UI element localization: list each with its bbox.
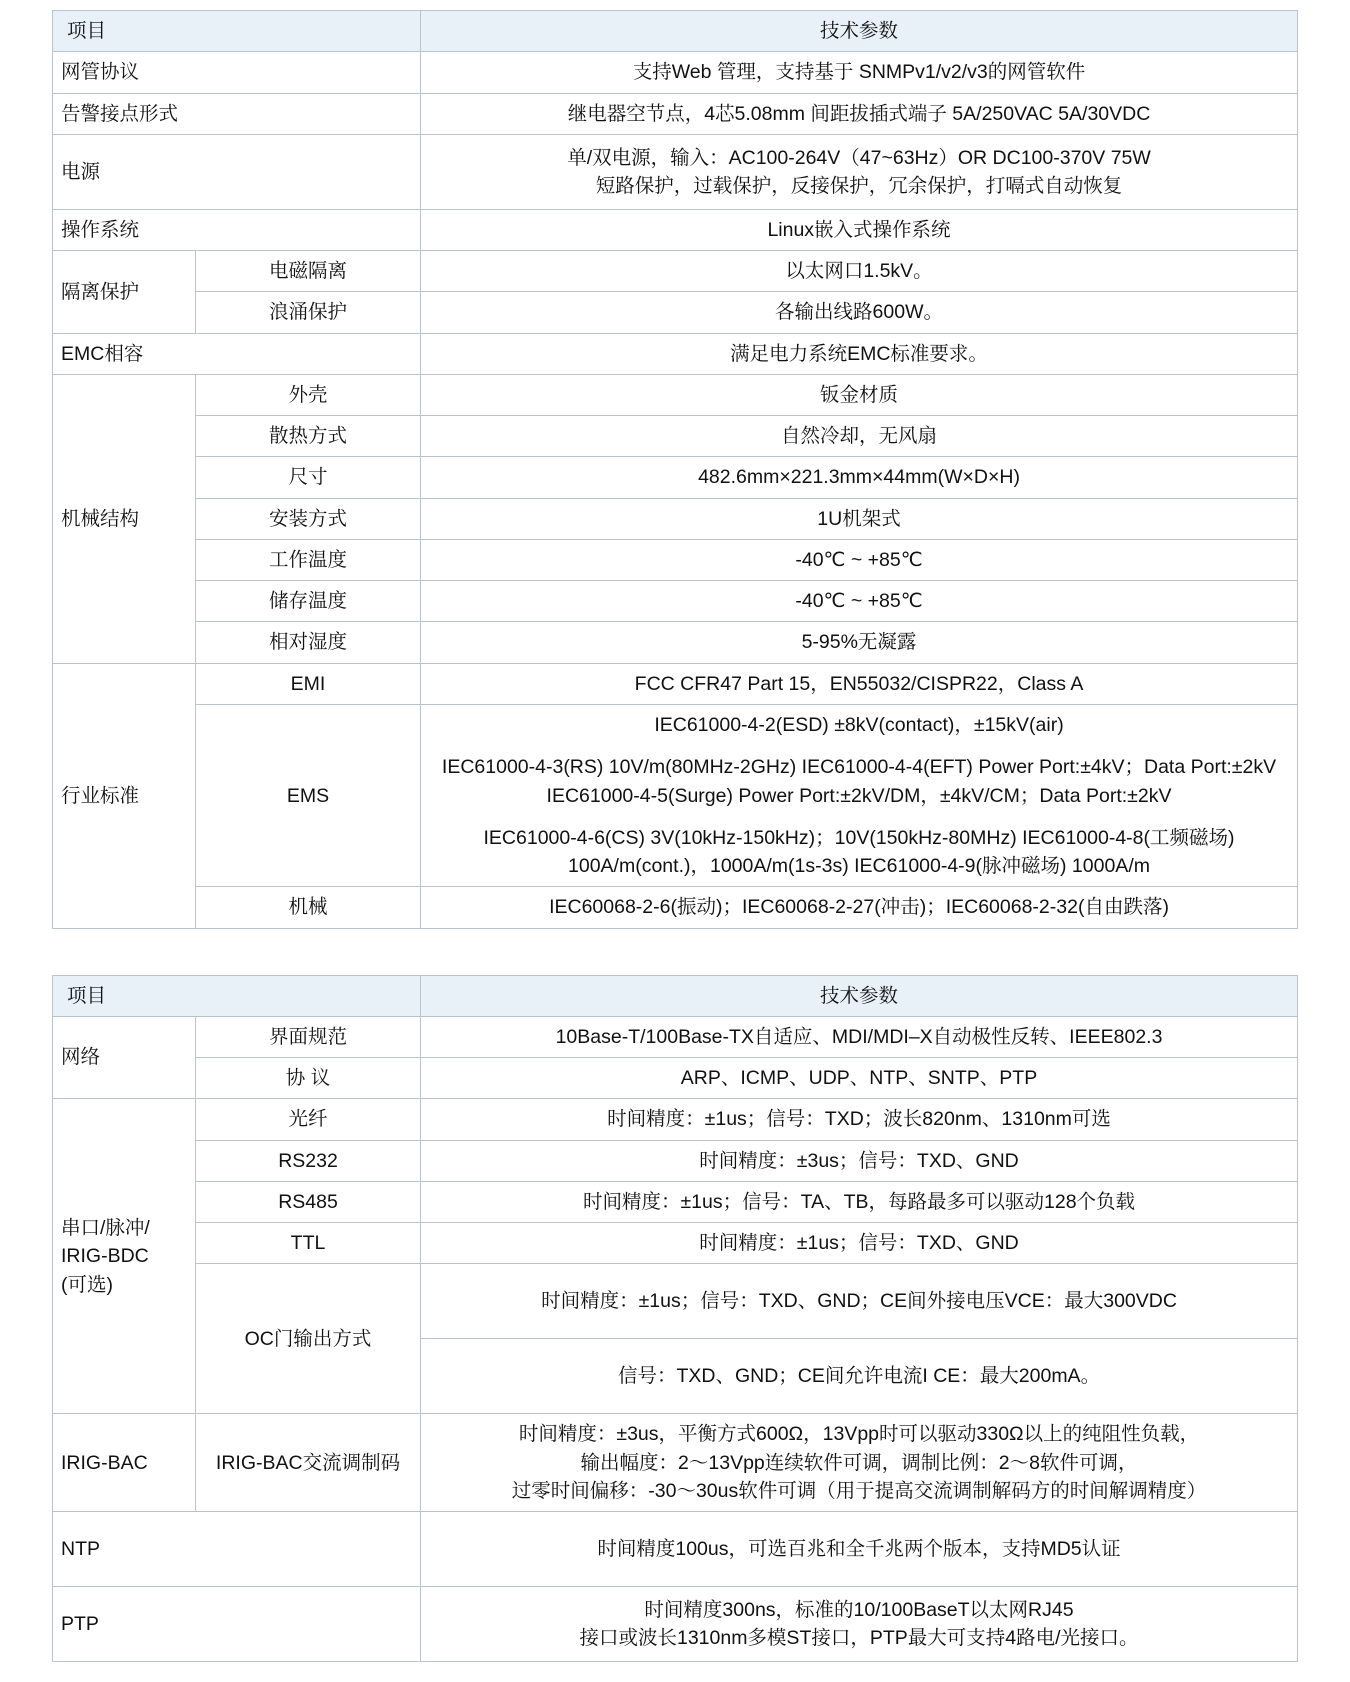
table-row xyxy=(53,292,1298,333)
table-2-header-row xyxy=(53,975,1298,1016)
row-value: 5-95%无凝露 xyxy=(421,622,1298,663)
ems-paragraph: IEC61000-4-2(ESD) ±8kV(contact)，±15kV(air) xyxy=(654,713,1064,736)
sub-label-emi: EMI xyxy=(196,663,421,704)
table-row xyxy=(53,93,1298,134)
sub-label: 散热方式 xyxy=(196,416,421,457)
table-row xyxy=(53,251,1298,292)
row-value: 482.6mm×221.3mm×44mm(W×D×H) xyxy=(421,457,1298,498)
table-row xyxy=(53,1264,1298,1339)
sub-label-mechanical-standard: 机械 xyxy=(196,887,421,928)
table-row xyxy=(53,581,1298,622)
sub-label: 界面规范 xyxy=(196,1016,421,1057)
value-line: 单/双电源，输入：AC100-264V（47~63Hz）OR DC100-370V 75W xyxy=(567,146,1151,169)
table-row xyxy=(53,457,1298,498)
table-row xyxy=(53,416,1298,457)
table-row xyxy=(53,539,1298,580)
group-label-serial xyxy=(53,1099,196,1414)
table-row xyxy=(53,209,1298,250)
row-value: 10Base-T/100Base-TX自适应、MDI/MDI–X自动极性反转、IEEE802.3 xyxy=(421,1016,1298,1057)
specs-table-1 xyxy=(52,10,1298,929)
row-value: 1U机架式 xyxy=(421,498,1298,539)
table-row xyxy=(53,1140,1298,1181)
row-value xyxy=(421,134,1298,209)
row-label: 电源 xyxy=(53,134,421,209)
row-value: 时间精度100us，可选百兆和全千兆两个版本，支持MD5认证 xyxy=(421,1512,1298,1587)
table-row xyxy=(53,622,1298,663)
group-label-isolation: 隔离保护 xyxy=(53,251,196,334)
sub-label: 电磁隔离 xyxy=(196,251,421,292)
value-line: 接口或波长1310nm多模ST接口，PTP最大可支持4路电/光接口。 xyxy=(579,1627,1139,1650)
table-row xyxy=(53,1512,1298,1587)
table-row xyxy=(53,134,1298,209)
specs-table-2 xyxy=(52,975,1298,1663)
row-value: 继电器空节点，4芯5.08mm 间距拔插式端子 5A/250VAC 5A/30VDC xyxy=(421,93,1298,134)
group-label-irig-bac: IRIG-BAC xyxy=(53,1414,196,1512)
table-row xyxy=(53,52,1298,93)
row-value xyxy=(421,1587,1298,1662)
table-row xyxy=(53,1181,1298,1222)
table-row xyxy=(53,1058,1298,1099)
table-row xyxy=(53,1587,1298,1662)
table-row xyxy=(53,1414,1298,1512)
header-cell-params: 技术参数 xyxy=(421,975,1298,1016)
row-value: ARP、ICMP、UDP、NTP、SNTP、PTP xyxy=(421,1058,1298,1099)
table-row xyxy=(53,1223,1298,1264)
table-spacer xyxy=(52,929,1298,975)
table-row xyxy=(53,887,1298,928)
row-value: -40℃ ~ +85℃ xyxy=(421,581,1298,622)
sub-label: 安装方式 xyxy=(196,498,421,539)
row-label: 网管协议 xyxy=(53,52,421,93)
header-cell-item: 项目 xyxy=(53,11,421,52)
sub-label: 工作温度 xyxy=(196,539,421,580)
row-value: 各输出线路600W。 xyxy=(421,292,1298,333)
table-row xyxy=(53,704,1298,886)
sub-label-irig-bac-ac: IRIG-BAC交流调制码 xyxy=(196,1414,421,1512)
sub-label: 储存温度 xyxy=(196,581,421,622)
table-row xyxy=(53,1016,1298,1057)
row-label-ptp: PTP xyxy=(53,1587,421,1662)
row-value: FCC CFR47 Part 15，EN55032/CISPR22，Class A xyxy=(421,663,1298,704)
table-row xyxy=(53,374,1298,415)
table-row xyxy=(53,1099,1298,1140)
row-value: -40℃ ~ +85℃ xyxy=(421,539,1298,580)
row-value: 时间精度：±1us；信号：TXD、GND xyxy=(421,1223,1298,1264)
sub-label: 浪涌保护 xyxy=(196,292,421,333)
table-row xyxy=(53,333,1298,374)
row-value: 满足电力系统EMC标准要求。 xyxy=(421,333,1298,374)
row-value: 信号：TXD、GND；CE间允许电流I CE：最大200mA。 xyxy=(421,1339,1298,1414)
value-line: 时间精度300ns，标准的10/100BaseT以太网RJ45 xyxy=(644,1598,1074,1621)
row-label: 告警接点形式 xyxy=(53,93,421,134)
ems-paragraph: IEC61000-4-6(CS) 3V(10kHz-150kHz)；10V(150kHz-80MHz) IEC61000-4-8(工频磁场) 100A/m(cont.)，1000A/m(1s-3s) IEC61000-4-9(脉冲磁场) 1000A/m xyxy=(483,826,1235,878)
group-label-network: 网络 xyxy=(53,1016,196,1099)
row-label: EMC相容 xyxy=(53,333,421,374)
sub-label: TTL xyxy=(196,1223,421,1264)
row-label: 操作系统 xyxy=(53,209,421,250)
row-value: 时间精度：±1us；信号：TXD、GND；CE间外接电压VCE：最大300VDC xyxy=(421,1264,1298,1339)
row-value: 时间精度：±3us；信号：TXD、GND xyxy=(421,1140,1298,1181)
sub-label: 外壳 xyxy=(196,374,421,415)
row-value: 时间精度：±1us；信号：TXD；波长820nm、1310nm可选 xyxy=(421,1099,1298,1140)
row-value: 自然冷却，无风扇 xyxy=(421,416,1298,457)
table-row xyxy=(53,663,1298,704)
table-1-header-row xyxy=(53,11,1298,52)
group-label-industry-standard: 行业标准 xyxy=(53,663,196,928)
row-value: 钣金材质 xyxy=(421,374,1298,415)
sub-label: RS232 xyxy=(196,1140,421,1181)
sub-label-oc-output: OC门输出方式 xyxy=(196,1264,421,1414)
value-line: 输出幅度：2～13Vpp连续软件可调，调制比例：2～8软件可调， xyxy=(580,1451,1138,1474)
sub-label: RS485 xyxy=(196,1181,421,1222)
row-value-ems xyxy=(421,704,1298,886)
row-value: 以太网口1.5kV。 xyxy=(421,251,1298,292)
header-cell-params: 技术参数 xyxy=(421,11,1298,52)
row-value: IEC60068-2-6(振动)；IEC60068-2-27(冲击)；IEC60068-2-32(自由跌落) xyxy=(421,887,1298,928)
row-value: Linux嵌入式操作系统 xyxy=(421,209,1298,250)
header-cell-item: 项目 xyxy=(53,975,421,1016)
table-row xyxy=(53,498,1298,539)
sub-label: 尺寸 xyxy=(196,457,421,498)
row-label-ntp: NTP xyxy=(53,1512,421,1587)
value-line: 过零时间偏移：-30～30us软件可调（用于提高交流调制解码方的时间解调精度） xyxy=(511,1479,1207,1502)
sub-label: 光纤 xyxy=(196,1099,421,1140)
sub-label: 协 议 xyxy=(196,1058,421,1099)
row-value xyxy=(421,1414,1298,1512)
sub-label: 相对湿度 xyxy=(196,622,421,663)
row-value: 时间精度：±1us；信号：TA、TB，每路最多可以驱动128个负载 xyxy=(421,1181,1298,1222)
sub-label-ems: EMS xyxy=(196,704,421,886)
group-label-mechanical: 机械结构 xyxy=(53,374,196,663)
group-label-line: IRIG-BDC xyxy=(61,1245,149,1268)
value-line: 时间精度：±3us，平衡方式600Ω，13Vpp时可以驱动330Ω以上的纯阻性负载， xyxy=(518,1423,1200,1446)
group-label-line: (可选) xyxy=(61,1273,113,1296)
row-value: 支持Web 管理，支持基于 SNMPv1/v2/v3的网管软件 xyxy=(421,52,1298,93)
value-line: 短路保护，过载保护，反接保护，冗余保护，打嗝式自动恢复 xyxy=(595,174,1123,197)
group-label-line: 串口/脉冲/ xyxy=(61,1217,150,1239)
ems-paragraph: IEC61000-4-3(RS) 10V/m(80MHz-2GHz) IEC61000-4-4(EFT) Power Port:±4kV；Data Port:±2kV IEC61000-4-5(Surge) Power Port:±2kV/DM，±4kV/CM；Data Port:±2kV xyxy=(441,756,1277,807)
